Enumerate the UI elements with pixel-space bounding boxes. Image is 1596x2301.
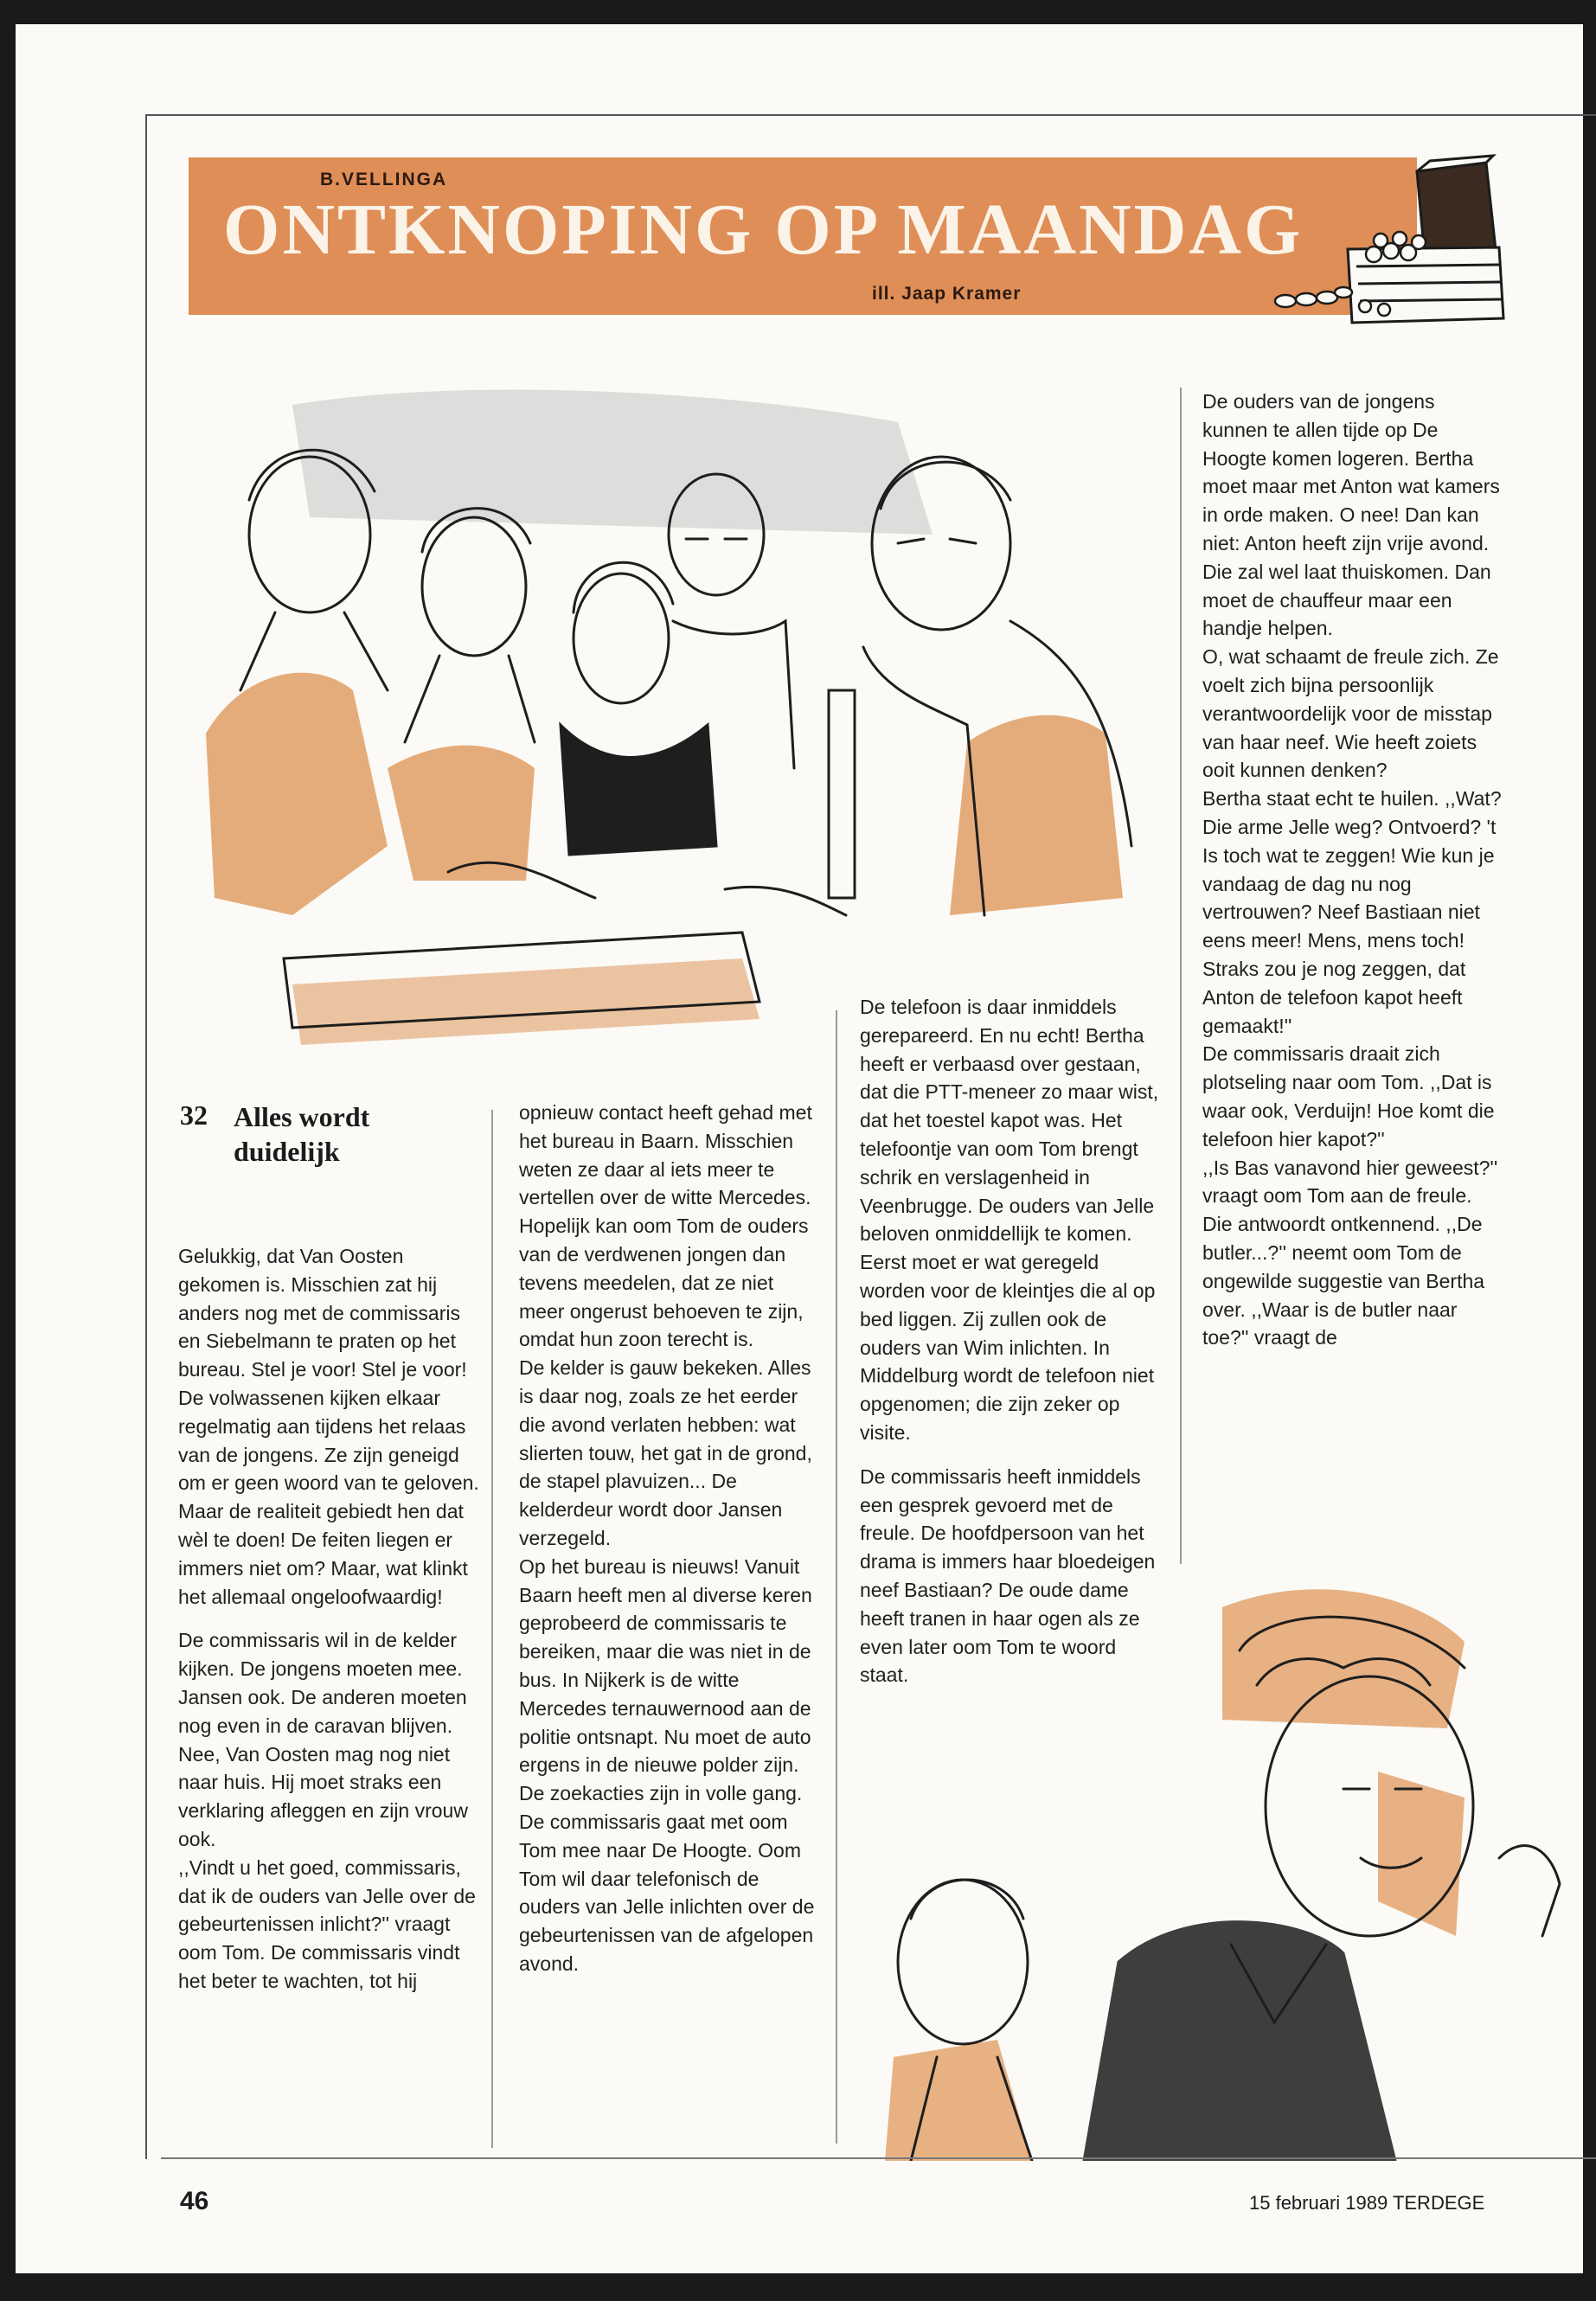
paragraph: opnieuw contact heeft gehad met het bureau in Baarn. Misschien weten ze daar al iets meer te vertellen over de witte Mercedes. Hopelijk kan oom Tom de ouders van de verdwenen jongen dan tevens meedelen, dat ze niet meer ongerust behoeven te zijn, omdat hun zoon terecht is. bbox=[519, 1101, 812, 1351]
text-column-3 bbox=[860, 993, 1163, 1689]
text-column-2 bbox=[519, 1099, 822, 1978]
chapter-number: 32 bbox=[180, 1099, 208, 1131]
text-column-1 bbox=[178, 1242, 483, 1996]
illustrator-credit: ill. Jaap Kramer bbox=[872, 284, 1022, 304]
boys-and-elders-illustration bbox=[189, 362, 1175, 1071]
paragraph: O, wat schaamt de freule zich. Ze voelt zich bijna persoonlijk verantwoordelijk voor de misstap van haar neef. Wie heeft zoiets ooit kunnen denken? bbox=[1202, 645, 1499, 782]
frame-top-rule bbox=[145, 114, 1596, 116]
column-rule bbox=[491, 1110, 493, 2148]
paragraph: De commissaris wil in de kelder kijken. De jongens moeten mee. Jansen ook. De anderen moeten nog even in de caravan blijven. Nee, Van Oosten mag nog niet naar huis. Hij moet straks een verklaring afleggen en zijn vrouw ook. bbox=[178, 1629, 468, 1850]
treasure-chest-illustration bbox=[1157, 154, 1512, 327]
paragraph: ,,Vindt u het goed, commissaris, dat ik de ouders van Jelle over de gebeurtenissen inlicht?'' vraagt oom Tom. De commissaris vindt het beter te wachten, tot hij bbox=[178, 1856, 476, 1992]
magazine-page bbox=[16, 24, 1583, 2273]
paragraph: De volwassenen kijken elkaar regelmatig aan tijdens het relaas van de jongens. Ze zijn geneigd om er geen woord van te geloven. Maar de realiteit gebiedt hen dat wèl te doen! De feiten liegen er immers niet om? Maar, wat klinkt het allemaal ongeloofwaardig! bbox=[178, 1386, 479, 1608]
paragraph: Gelukkig, dat Van Oosten gekomen is. Misschien zat hij anders nog met de commissaris en Siebelmann te praten op het bureau. Stel je voor! Stel je voor! bbox=[178, 1245, 467, 1381]
paragraph: De commissaris draait zich plotseling naar oom Tom. ,,Dat is waar ook, Verduijn! Hoe komt die telefoon hier kapot?'' bbox=[1202, 1042, 1495, 1150]
paragraph-gap bbox=[860, 1447, 1163, 1463]
publication-date: 15 februari 1989 TERDEGE bbox=[1249, 2192, 1485, 2214]
paragraph-gap bbox=[178, 1611, 483, 1626]
text-column-4 bbox=[1202, 388, 1505, 1352]
paragraph: De commissaris heeft inmiddels een gesprek gevoerd met de freule. De hoofdpersoon van het drama is immers haar bloedeigen neef Bastiaan? De oude dame heeft tranen in haar ogen als ze even later oom Tom te woord staat. bbox=[860, 1465, 1156, 1687]
paragraph: De telefoon is daar inmiddels gerepareerd. En nu echt! Bertha heeft er verbaasd over gestaan, dat die PTT-meneer zo maar wist, dat het toestel kapot was. Het telefoontje van oom Tom brengt schrik en verslagenheid in Veenbrugge. De ouders van Jelle beloven onmiddellijk te komen. Eerst moet er wat geregeld worden voor de kleintjes die al op bed liggen. Zij zullen ook de ouders van Wim inlichten. In Middelburg wordt de telefoon niet opgenomen; die zijn zeker op visite. bbox=[860, 996, 1159, 1444]
frame-left-rule bbox=[145, 114, 147, 2159]
footer-rule bbox=[161, 2157, 1596, 2159]
paragraph: Bertha staat echt te huilen. ,,Wat? Die arme Jelle weg? Ontvoerd? 't Is toch wat te zeggen! Wie kun je vandaag de dag nu nog vertrouwen? Neef Bastiaan niet eens meer! Mens, mens toch! Straks zou je nog zeggen, dat Anton de telefoon kapot heeft gemaakt!'' bbox=[1202, 787, 1502, 1037]
paragraph: ,,Is Bas vanavond hier geweest?'' vraagt oom Tom aan de freule. Die antwoordt ontkennend. ,,De butler...?'' neemt oom Tom de ongewilde suggestie van Bertha over. ,,Waar is de butler naar toe?'' vraagt de bbox=[1202, 1156, 1498, 1349]
column-rule bbox=[836, 1010, 837, 2144]
paragraph: De ouders van de jongens kunnen te allen tijde op De Hoogte komen logeren. Bertha moet maar met Anton wat kamers in orde maken. O nee! Dan kan niet: Anton heeft zijn vrije avond. Die zal wel laat thuiskomen. Dan moet de chauffeur maar een handje helpen. bbox=[1202, 390, 1500, 640]
paragraph: De kelder is gauw bekeken. Alles is daar nog, zoals ze het eerder die avond verlaten hebben: wat slierten touw, het gat in de grond, de stapel plavuizen... De kelderdeur wordt door Jansen verzegeld. bbox=[519, 1356, 812, 1549]
chapter-title: Alles wordt duidelijk bbox=[234, 1101, 370, 1167]
paragraph: Op het bureau is nieuws! Vanuit Baarn heeft men al diverse keren geprobeerd de commissaris te bereiken, maar die was niet in de bus. In Nijkerk is de witte Mercedes ternauwernood aan de politie ontsnapt. Nu moet de auto ergens in de nieuwe polder zijn. De zoekacties zijn in volle gang. De commissaris gaat met oom Tom mee naar De Hoogte. Oom Tom wil daar telefonisch de ouders van Jelle inlichten over de gebeurtenissen van de afgelopen avond. bbox=[519, 1554, 815, 1975]
article-title: ONTKNOPING OP MAANDAG bbox=[223, 189, 1304, 270]
column-rule bbox=[1180, 388, 1182, 1564]
page-number: 46 bbox=[180, 2187, 209, 2215]
author-name: B.VELLINGA bbox=[320, 170, 448, 189]
